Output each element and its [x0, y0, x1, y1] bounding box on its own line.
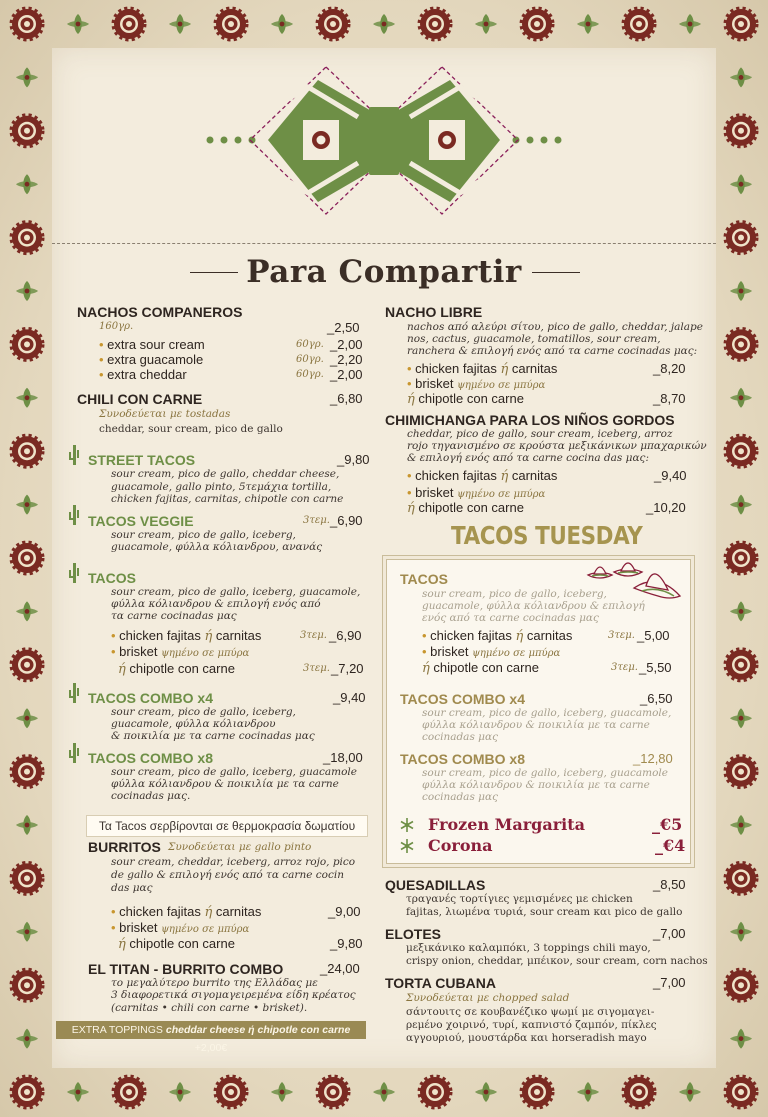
- aztec-medallion-icon: [726, 329, 756, 359]
- leaf-ornament-icon: [475, 1082, 497, 1102]
- aztec-medallion-icon: [216, 9, 246, 39]
- aztec-medallion-icon: [420, 1077, 450, 1107]
- item-name: NACHO LIBRE: [385, 304, 483, 320]
- item-name: ELOTES: [385, 926, 442, 942]
- leaf-ornament-icon: [16, 388, 38, 408]
- option-line: • chicken fajitas ή carnitas: [111, 904, 262, 920]
- item-price: _24,00: [320, 961, 360, 976]
- drink-price: _€4: [655, 836, 686, 855]
- item-price: _12,80: [633, 751, 673, 766]
- aztec-emblem-icon: [198, 62, 570, 227]
- item-desc: nachos από αλεύρι σίτου, pico de gallo, cheddar, jalape: [407, 321, 703, 333]
- item-desc: cocinadas μας: [422, 791, 498, 803]
- aztec-medallion-icon: [726, 223, 756, 253]
- option-line: ή chipotle con carne: [422, 660, 539, 676]
- leaf-ornament-icon: [730, 815, 752, 835]
- item-desc: τα carne cocinadas μας: [111, 610, 237, 622]
- aztec-medallion-icon: [12, 223, 42, 253]
- item-price: _2,50: [327, 320, 360, 335]
- item-desc: μεξικάνικο καλαμπόκι, 3 toppings chili mayo,: [406, 942, 651, 954]
- leaf-ornament-icon: [271, 1082, 293, 1102]
- item-name: TACOS VEGGIE: [88, 513, 194, 529]
- option-price: _8,70: [653, 391, 686, 406]
- leaf-ornament-icon: [16, 601, 38, 621]
- item-price: _8,50: [653, 877, 686, 892]
- item-desc: sour cream, cheddar, iceberg, arroz rojo, pico: [111, 856, 356, 868]
- item-price: _6,90: [330, 513, 363, 528]
- item-desc: sour cream, pico de gallo, iceberg,: [111, 706, 296, 718]
- option-price: _10,20: [646, 500, 686, 515]
- aztec-medallion-icon: [726, 116, 756, 146]
- leaf-ornament-icon: [169, 1082, 191, 1102]
- page-title: Para Compartir: [246, 254, 522, 290]
- option-price: _6,90: [329, 628, 362, 643]
- item-name: TACOS COMBO x8: [88, 750, 213, 766]
- aztec-medallion-icon: [114, 1077, 144, 1107]
- option-line: • brisket ψημένο σε μπύρα: [422, 644, 561, 659]
- cactus-icon: [68, 561, 80, 585]
- item-desc: το μεγαλύτερο burrito της Ελλάδας με: [111, 977, 318, 989]
- aztec-medallion-icon: [624, 1077, 654, 1107]
- cactus-icon: [68, 741, 80, 765]
- leaf-ornament-icon: [169, 14, 191, 34]
- leaf-ornament-icon: [730, 708, 752, 728]
- item-desc: sour cream, pico de gallo, iceberg, guacamole,: [422, 707, 672, 719]
- item-name: TACOS: [88, 570, 136, 586]
- item-name: TORTA CUBANA: [385, 975, 496, 991]
- item-price: _6,50: [640, 691, 673, 706]
- leaf-ornament-icon: [16, 495, 38, 515]
- option-qty: 3τεμ.: [303, 663, 330, 674]
- item-desc: τραγανές τορτίγιες γεμισμένες με chicken: [406, 893, 633, 905]
- item-note: Συνοδεύεται με tostadas: [99, 408, 231, 420]
- aztec-medallion-icon: [12, 863, 42, 893]
- item-desc: crispy onion, cheddar, μπέικον, sour cream, corn nachos: [406, 955, 708, 967]
- leaf-ornament-icon: [67, 1082, 89, 1102]
- item-price: _9,80: [337, 452, 370, 467]
- extra-price: _2,00: [330, 367, 363, 382]
- item-name: EL TITAN - BURRITO COMBO: [88, 961, 284, 977]
- aztec-medallion-icon: [420, 9, 450, 39]
- leaf-ornament-icon: [577, 1082, 599, 1102]
- leaf-ornament-icon: [730, 67, 752, 87]
- aztec-medallion-icon: [522, 9, 552, 39]
- option-price: _5,00: [637, 628, 670, 643]
- item-desc: guacamole, φύλλα κόλιανδρου, ανανάς: [111, 541, 323, 553]
- item-desc: cheddar, pico de gallo, sour cream, iceberg, arroz: [407, 428, 673, 440]
- item-price: _18,00: [323, 750, 363, 765]
- extra-toppings-bar: EXTRA TOPPINGS cheddar cheese ή chipotle con carne +2,00€: [56, 1021, 366, 1039]
- item-name: STREET TACOS: [88, 452, 196, 468]
- item-desc: (carnitas • chili con carne • brisket).: [111, 1002, 308, 1014]
- item-name: NACHOS COMPANEROS: [77, 304, 243, 320]
- item-desc: nos, cactus, guacamole, tomatillos, sour cream,: [407, 333, 661, 345]
- drink-name: Corona: [428, 836, 493, 855]
- option-price: _9,80: [330, 936, 363, 951]
- aztec-medallion-icon: [726, 650, 756, 680]
- aztec-medallion-icon: [12, 757, 42, 787]
- leaf-ornament-icon: [16, 922, 38, 942]
- item-name: TACOS: [400, 571, 448, 587]
- aztec-medallion-icon: [318, 9, 348, 39]
- item-desc: σάντουιτς σε κουβανέζικο ψωμί με σιγομαγει-: [406, 1006, 655, 1018]
- option-line: ή chipotle con carne: [118, 936, 235, 952]
- cactus-icon: [68, 503, 80, 527]
- tacos-tuesday-title: TACOS TUESDAY: [451, 521, 643, 550]
- item-desc: αγγουριού, μουστάρδα και horseradish mayo: [406, 1032, 647, 1044]
- extra-line: • extra cheddar: [99, 367, 187, 382]
- leaf-ornament-icon: [577, 14, 599, 34]
- item-desc: cheddar, sour cream, pico de gallo: [99, 423, 283, 435]
- item-desc: & ποικιλία με τα carne cocinadas μας: [111, 730, 315, 742]
- leaf-ornament-icon: [730, 1029, 752, 1049]
- drink-name: Frozen Margarita: [428, 815, 585, 834]
- item-name: TACOS COMBO x4: [88, 690, 213, 706]
- item-qty: 3τεμ.: [303, 515, 330, 526]
- item-desc: sour cream, pico de gallo, cheddar cheese,: [111, 468, 340, 480]
- extra-line: • extra guacamole: [99, 352, 204, 367]
- aztec-medallion-icon: [12, 116, 42, 146]
- leaf-ornament-icon: [16, 1029, 38, 1049]
- option-price: _9,40: [654, 468, 687, 483]
- drink-price: _€5: [652, 815, 683, 834]
- item-desc: guacamole, φύλλα κόλιανδρου: [111, 718, 276, 730]
- option-line: • brisket ψημένο σε μπύρα: [407, 376, 546, 391]
- item-name: BURRITOS: [88, 839, 161, 855]
- snowflake-icon: [399, 838, 415, 854]
- aztec-medallion-icon: [12, 970, 42, 1000]
- item-price: _9,40: [333, 690, 366, 705]
- snowflake-icon: [399, 817, 415, 833]
- room-temp-note: Τα Tacos σερβίρονται σε θερμοκρασία δωματίου: [86, 815, 368, 837]
- extra-price: _2,00: [330, 337, 363, 352]
- item-desc: φύλλα κόλιανδρου & ποικιλία με τα carne: [422, 719, 650, 731]
- item-desc: cocinadas μας: [422, 731, 498, 743]
- leaf-ornament-icon: [679, 14, 701, 34]
- item-desc: cocinadas μας.: [111, 790, 191, 802]
- item-desc: ranchera & επιλογή ενός από τα carne cocinadas μας:: [407, 345, 698, 357]
- aztec-medallion-icon: [216, 1077, 246, 1107]
- option-line: • chicken fajitas ή carnitas: [407, 361, 558, 377]
- cactus-icon: [68, 443, 80, 467]
- aztec-medallion-icon: [318, 1077, 348, 1107]
- aztec-medallion-icon: [12, 543, 42, 573]
- item-desc: fajitas, λιωμένα τυριά, sour cream και pico de gallo: [406, 906, 683, 918]
- item-desc: & επιλογή ενός από τα carne cocina das μας:: [407, 452, 649, 464]
- item-name: QUESADILLAS: [385, 877, 486, 893]
- aztec-medallion-icon: [12, 9, 42, 39]
- item-desc: sour cream, pico de gallo, iceberg,: [422, 588, 607, 600]
- item-weight: 160γρ.: [99, 321, 134, 332]
- aztec-medallion-icon: [12, 1077, 42, 1107]
- leaf-ornament-icon: [730, 601, 752, 621]
- divider: [52, 243, 716, 244]
- item-desc: de gallo & επιλογή ενός από τα carne cocin: [111, 869, 344, 881]
- item-desc: guacamole, gallo pinto, 5τεμάχια tortilla,: [111, 481, 332, 493]
- item-desc: φύλλα κόλιανδρου & ποικιλία με τα carne: [111, 778, 339, 790]
- aztec-medallion-icon: [522, 1077, 552, 1107]
- item-desc: ρεμένο χοιρινό, τυρί, καπνιστό ζαμπόν, πίκλες: [406, 1019, 657, 1031]
- item-desc: φύλλα κόλιανδρου & ποικιλία με τα carne: [422, 779, 650, 791]
- aztec-medallion-icon: [114, 9, 144, 39]
- leaf-ornament-icon: [679, 1082, 701, 1102]
- aztec-medallion-icon: [12, 436, 42, 466]
- leaf-ornament-icon: [730, 922, 752, 942]
- aztec-medallion-icon: [624, 9, 654, 39]
- item-desc: rojo τηγανισμένο σε κρούστα μεξικάνικων μπαχαρικών: [407, 440, 707, 452]
- extra-line: • extra sour cream: [99, 337, 205, 352]
- item-desc: ενός από τα carne cocinadas μας: [422, 612, 599, 624]
- option-line: • brisket ψημένο σε μπύρα: [407, 485, 546, 500]
- item-desc: sour cream, pico de gallo, iceberg, guacamole: [111, 766, 357, 778]
- option-qty: 3τεμ.: [611, 662, 638, 673]
- item-desc: chicken fajitas, carnitas, chipotle con carne: [111, 493, 344, 505]
- extra-weight: 60γρ.: [296, 369, 324, 380]
- leaf-ornament-icon: [16, 708, 38, 728]
- option-qty: 3τεμ.: [608, 630, 635, 641]
- extra-weight: 60γρ.: [296, 354, 324, 365]
- option-line: • chicken fajitas ή carnitas: [111, 628, 262, 644]
- aztec-medallion-icon: [726, 757, 756, 787]
- option-line: ή chipotle con carne: [118, 661, 235, 677]
- aztec-medallion-icon: [726, 1077, 756, 1107]
- item-name: CHILI CON CARNE: [77, 391, 203, 407]
- item-name: TACOS COMBO x4: [400, 691, 525, 707]
- aztec-medallion-icon: [726, 543, 756, 573]
- item-name: TACOS COMBO x8: [400, 751, 525, 767]
- item-desc: φύλλα κόλιανδρου & επιλογή ενός από: [111, 598, 321, 610]
- leaf-ornament-icon: [730, 388, 752, 408]
- item-name: CHIMICHANGA PARA LOS NIÑOS GORDOS: [385, 412, 675, 428]
- option-line: • chicken fajitas ή carnitas: [422, 628, 573, 644]
- option-line: ή chipotle con carne: [407, 500, 524, 516]
- option-price: _9,00: [328, 904, 361, 919]
- aztec-medallion-icon: [726, 436, 756, 466]
- leaf-ornament-icon: [16, 815, 38, 835]
- leaf-ornament-icon: [373, 14, 395, 34]
- item-desc: guacamole, φύλλα κόλιανδρου & επιλογή: [422, 600, 645, 612]
- item-desc: sour cream, pico de gallo, iceberg, guacamole: [422, 767, 668, 779]
- item-price: _6,80: [330, 391, 363, 406]
- item-note: Συνοδεύεται με chopped salad: [406, 992, 570, 1004]
- item-note: Συνοδεύεται με gallo pinto: [168, 841, 312, 853]
- leaf-ornament-icon: [373, 1082, 395, 1102]
- extra-price: _2,20: [330, 352, 363, 367]
- option-price: _8,20: [653, 361, 686, 376]
- item-desc: das μας: [111, 882, 153, 894]
- aztec-medallion-icon: [12, 650, 42, 680]
- item-desc: sour cream, pico de gallo, iceberg, guacamole,: [111, 586, 361, 598]
- leaf-ornament-icon: [475, 14, 497, 34]
- option-line: • brisket ψημένο σε μπύρα: [111, 920, 250, 935]
- item-price: _7,00: [653, 975, 686, 990]
- leaf-ornament-icon: [730, 174, 752, 194]
- leaf-ornament-icon: [16, 174, 38, 194]
- item-desc: 3 διαφορετικά σιγομαγειρεμένα είδη κρέατος: [111, 989, 356, 1001]
- item-desc: sour cream, pico de gallo, iceberg,: [111, 529, 296, 541]
- leaf-ornament-icon: [730, 495, 752, 515]
- option-line: • brisket ψημένο σε μπύρα: [111, 644, 250, 659]
- option-price: _7,20: [331, 661, 364, 676]
- aztec-medallion-icon: [12, 329, 42, 359]
- leaf-ornament-icon: [16, 67, 38, 87]
- option-qty: 3τεμ.: [300, 630, 327, 641]
- aztec-medallion-icon: [726, 970, 756, 1000]
- option-line: • chicken fajitas ή carnitas: [407, 468, 558, 484]
- aztec-medallion-icon: [726, 863, 756, 893]
- cactus-icon: [68, 681, 80, 705]
- option-line: ή chipotle con carne: [407, 391, 524, 407]
- option-price: _5,50: [639, 660, 672, 675]
- item-price: _7,00: [653, 926, 686, 941]
- aztec-medallion-icon: [726, 9, 756, 39]
- extra-weight: 60γρ.: [296, 339, 324, 350]
- leaf-ornament-icon: [271, 14, 293, 34]
- leaf-ornament-icon: [67, 14, 89, 34]
